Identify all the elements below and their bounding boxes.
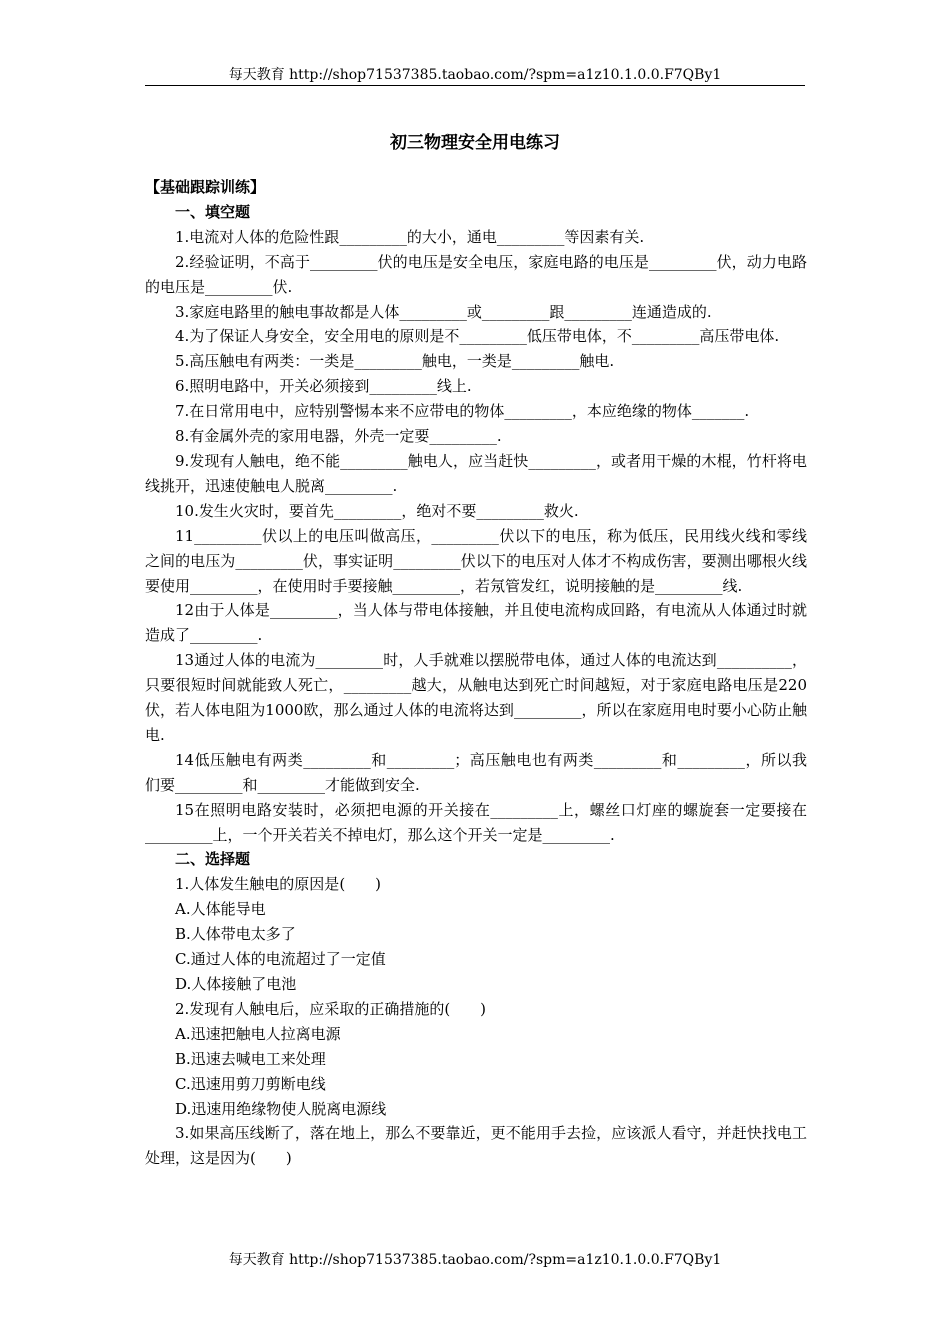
question-4: 4.为了保证人身安全，安全用电的原则是不_________低压带电体，不_________高压带电体. xyxy=(175,327,780,346)
mc-option: A.迅速把触电人拉离电源 xyxy=(175,1024,341,1043)
mc-question-3: 3.如果高压线断了，落在地上，那么不要靠近，更不能用手去捡，应该派人看守，并赶快找电工处理，这是因为( ) xyxy=(145,1124,807,1168)
question-3: 3.家庭电路里的触电事故都是人体_________或_________跟_________连通造成的. xyxy=(175,302,712,321)
question-2: 2.经验证明，不高于_________伏的电压是安全电压，家庭电路的电压是_________伏，动力电路的电压是_________伏. xyxy=(145,252,807,296)
question-12: 12由于人体是_________，当人体与带电体接触，并且使电流构成回路，有电流从人体通过时就造成了_________. xyxy=(145,601,807,645)
question-8: 8.有金属外壳的家用电器，外壳一定要_________. xyxy=(175,427,502,446)
mc-option: B.人体带电太多了 xyxy=(175,925,296,944)
page-header: 每天教育 http://shop71537385.taobao.com/?spm=a1z10.1.0.0.F7QBy1 xyxy=(228,67,722,83)
mc-option: D.迅速用绝缘物使人脱离电源线 xyxy=(175,1099,387,1118)
mc-question-1: 1.人体发生触电的原因是( ) xyxy=(175,875,382,894)
section-heading: 【基础跟踪训练】 xyxy=(145,178,266,196)
question-14: 14低压触电有两类_________和_________；高压触电也有两类_________和_________，所以我们要_________和_________才能做到安全. xyxy=(145,750,807,794)
question-6: 6.照明电路中，开关必须接到_________线上. xyxy=(175,377,472,396)
mc-question-2: 2.发现有人触电后，应采取的正确措施的( ) xyxy=(175,999,487,1018)
question-11: 11_________伏以上的电压叫做高压，_________伏以下的电压，称为低压，民用线火线和零线之间的电压为_________伏，事实证明_________伏以下的电压对人体才不构成伤害，要测出哪根火线要使用_________，在使用时手要接触_________，若氖管发红，说明接触的是_________线. xyxy=(145,526,807,595)
question-13: 13通过人体的电流为_________时，人手就难以摆脱带电体，通过人体的电流达到__________，只要很短时间就能致人死亡，_________越大，从触电达到死亡时间越短，对于家庭电路电压是220伏，若人体电阻为1000欧，那么通过人体的电流将达到_________，所以在家庭用电时要小心防止触电. xyxy=(145,651,807,744)
question-15: 15在照明电路安装时，必须把电源的开关接在_________上，螺丝口灯座的螺旋套一定要接在_________上，一个开关若关不掉电灯，那么这个开关一定是_________. xyxy=(145,800,807,844)
multiple-choice-heading: 二、选择题 xyxy=(175,850,251,869)
question-1: 1.电流对人体的危险性跟_________的大小，通电_________等因素有关. xyxy=(175,227,645,246)
document-body xyxy=(145,175,807,1171)
question-7: 7.在日常用电中，应特别警惕本来不应带电的物体_________，本应绝缘的物体_______. xyxy=(175,402,750,421)
page-footer: 每天教育 http://shop71537385.taobao.com/?spm=a1z10.1.0.0.F7QBy1 xyxy=(228,1252,722,1268)
mc-option: A.人体能导电 xyxy=(175,900,266,919)
header-divider xyxy=(145,85,805,86)
mc-option: D.人体接触了电池 xyxy=(175,975,297,993)
question-10: 10.发生火灾时，要首先_________，绝对不要_________救火. xyxy=(175,501,579,520)
question-9: 9.发现有人触电，绝不能_________触电人，应当赶快_________，或者用干燥的木棍，竹杆将电线挑开，迅速使触电人脱离_________. xyxy=(145,451,807,495)
fill-blank-heading: 一、填空题 xyxy=(175,202,251,221)
question-5: 5.高压触电有两类：一类是_________触电，一类是_________触电. xyxy=(175,352,615,371)
mc-option: C.迅速用剪刀剪断电线 xyxy=(175,1074,326,1093)
mc-option: B.迅速去喊电工来处理 xyxy=(175,1049,326,1068)
mc-option: C.通过人体的电流超过了一定值 xyxy=(175,950,386,969)
page-title: 初三物理安全用电练习 xyxy=(390,133,560,153)
